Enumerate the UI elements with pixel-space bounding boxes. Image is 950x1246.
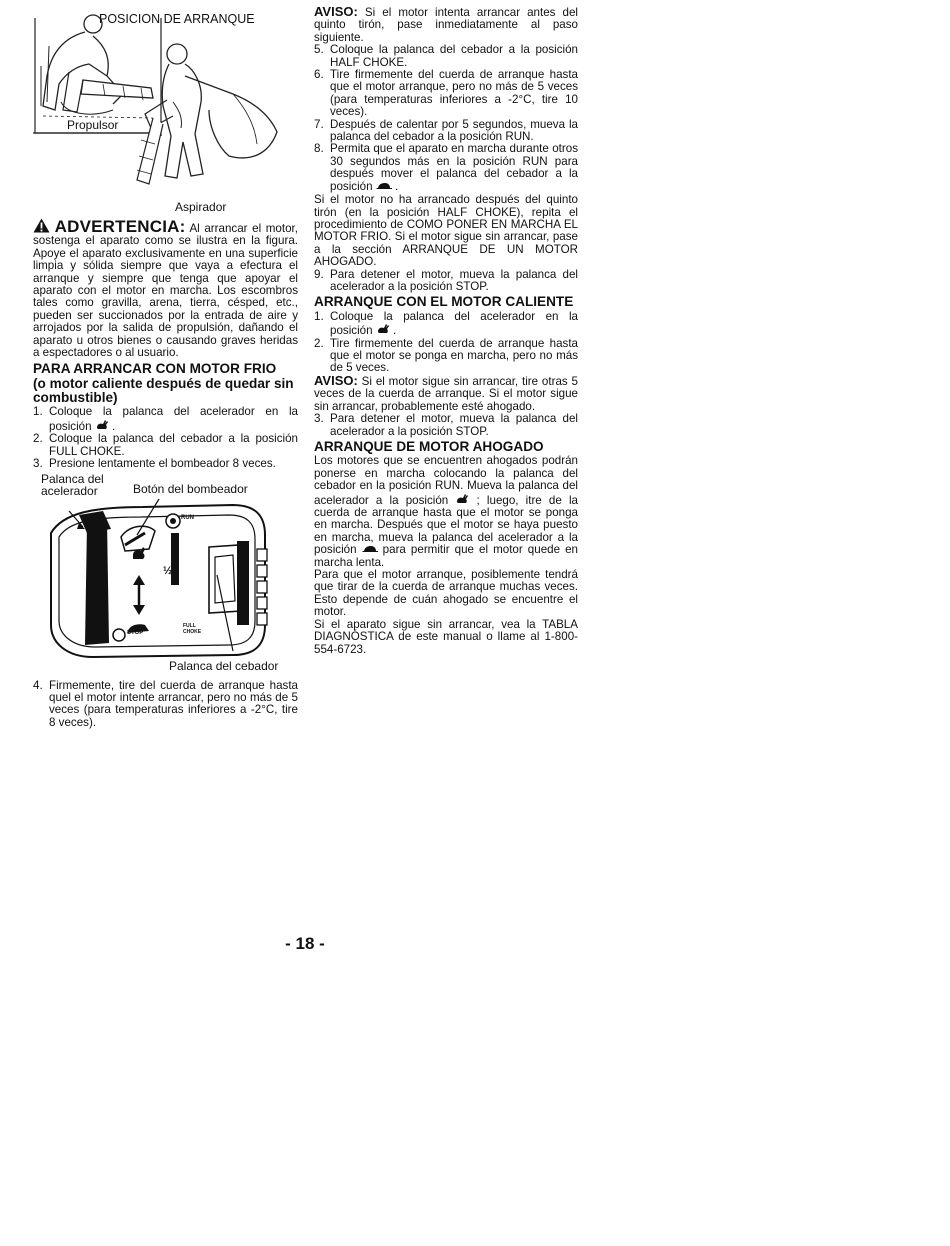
aviso-lead: AVISO: [314,4,358,19]
aviso-2-text: Si el motor sigue sin arrancar, tire otras 5 veces de la cuerda de arranque. Si el motor sigue sin arrancar, probablemente esté ahogado. [314,374,578,413]
step-text: Permita que el aparato en marcha durante otros 30 segundos más en la posición RUN para después mover el palanca del cebador a la posición [330,142,578,193]
step-number: 6. [314,68,324,82]
page-number: - 18 - [285,934,325,953]
step-suffix: . [393,324,397,338]
flooded-text-a: Los motores que se encuentren ahogados podrán ponerse en marcha colocando la palanca del cebador en la posición RUN. Mueva la palanca del acelerador a la posición [314,454,578,507]
step-text: Coloque la palanca del cebador a la posición FULL CHOKE. [49,432,298,458]
step-number: 3. [314,412,324,426]
step-number: 2. [33,432,43,446]
step-number: 3. [33,457,43,471]
aspirador-label: Aspirador [175,200,227,214]
step-text: Firmemente, tire del cuerda de arranque hasta quel el motor intente arrancar, pero no más de 5 veces (para temperaturas inferiores a -2°C, tire 8 veces). [49,678,298,729]
step-text: Coloque la palanca del acelerador en la posición [49,405,298,433]
control-panel-illustration [33,471,298,680]
control-panel-figure [33,471,298,680]
list-item [314,69,578,119]
run-label: RUN [181,514,194,521]
rabbit-fast-icon [95,419,109,431]
list-item [33,680,298,730]
list-item [314,269,578,294]
list-item [314,311,578,338]
aviso-text: Si el motor intenta arrancar antes del quinto tirón, pase inmediatamente al paso siguiente. [314,6,578,44]
turtle-slow-icon [376,182,392,191]
flooded-start-heading: ARRANQUE DE MOTOR AHOGADO [314,438,544,454]
warm-start-steps [314,311,578,375]
flooded-paragraph-3: Si el aparato sigue sin arrancar, vea la TABLA DIAGNÓSTICA de este manual o llame al 1-800-554-6723. [314,617,578,656]
step-text: Coloque la palanca del acelerador en la posición [330,309,578,338]
step-number: 8. [314,142,324,156]
flooded-paragraph-1 [314,455,578,569]
right-column [314,6,578,656]
left-column [33,6,298,729]
aviso-paragraph [314,6,578,44]
step-text: Después de calentar por 5 segundos, mueva la palanca del cebador a la posición RUN. [330,117,578,144]
step-text: Presione lentamente el bombeador 8 veces. [49,457,276,471]
warning-paragraph [33,218,298,359]
starting-position-figure [33,6,298,218]
list-item [314,413,578,438]
throttle-label-line2: acelerador [41,483,98,498]
step-text: Tire firmemente del cuerda de arranque hasta que el motor se ponga en marcha, pero no más de 5 veces. [330,336,578,375]
list-item [33,406,298,433]
full-choke-label-line2: CHOKE [183,628,202,635]
half-choke-label: ½ [163,564,173,577]
list-item [314,119,578,144]
step-text: Para detener el motor, mueva la palanca del acelerador a la posición STOP. [330,412,578,438]
rabbit-fast-icon [455,493,469,505]
cold-start-heading: PARA ARRANCAR CON MOTOR FRIO [33,361,277,377]
rabbit-fast-icon [376,323,390,335]
step-suffix: . [112,419,116,433]
warm-start-heading: ARRANQUE CON EL MOTOR CALIENTE [314,294,574,310]
throttle-label-line1: Palanca del [41,471,104,486]
flooded-text-c: para permitir que el motor quede en marcha lenta. [314,543,578,569]
stop-label: STOP [127,629,144,636]
warning-text: Al arrancar el motor, sostenga el aparato como se ilustra en la figura. Apoye el aparato exclusivamente en una superficie limpia y sólida siempre que vaya a efectura el arranque y siempre que tenga que apoyar el aparato con el motor en marcha. Los escombros tales como gravilla, arena, tierra, césped, etc., pueden ser succionados por la entrada de aire y arrojados por la salida de propulsión, dañando el aparato u otros bienes o causando graves heridas a espectadores o al usuario. [33,222,298,360]
full-choke-label-line1: FULL [183,622,196,629]
cold-start-steps [33,406,298,470]
list-item [314,143,578,193]
warning-title: ADVERTENCIA: [54,217,186,236]
step-number: 7. [314,117,324,131]
step-number: 9. [314,267,324,281]
aviso-2-paragraph [314,372,578,413]
turtle-slow-icon [362,545,378,554]
list-item [314,44,578,69]
step-9 [314,269,578,294]
cold-start-step-4 [33,680,298,730]
step-text: Para detener el motor, mueva la palanca del acelerador a la posición STOP. [330,267,578,293]
step-suffix: . [395,179,399,193]
warm-start-step-3 [314,413,578,438]
propulsor-label: Propulsor [67,118,119,132]
flooded-text-b: ; luego, itre de la cuerda de arranque hasta que el motor se ponga en marcha. Después que el motor se haya puesto en marcha, mueva la palanca del acelerador a la posición [314,493,578,557]
flooded-paragraph-2: Para que el motor arranque, posiblemente tendrá que tirar de la cuerda de arranque muchas veces. Esto depende de cuán ahogado se encuentre el motor. [314,568,578,619]
starting-position-title: POSICION DE ARRANQUE [99,12,255,26]
list-item [33,458,298,470]
step-number: 4. [33,678,43,692]
list-item [314,338,578,375]
choke-label: Palanca del cebador [169,658,279,673]
steps-5-to-8 [314,44,578,193]
step-number: 1. [314,309,324,323]
cold-start-subheading: (o motor caliente después de quedar sin combustible) [33,376,294,406]
step-number: 2. [314,336,324,350]
no-start-paragraph: Si el motor no ha arrancado después del quinto tirón (en la posición HALF CHOKE), repita el procedimiento de COMO PONER EN MARCHA EL MOTOR FRIO. Si el motor sigue sin arrancar, pase a la sección ARRANQUE DE UN MOTOR AHOGADO. [314,193,578,269]
primer-label: Botón del bombeador [133,481,248,496]
step-number: 5. [314,43,324,57]
step-text: Tire firmemente del cuerda de arranque hasta que el motor arranque, pero no más de 5 veces (para temperaturas inferiores a -2°C, tire 10 veces). [330,68,578,119]
starting-position-illustration [33,6,298,218]
step-text: Coloque la palanca del cebador a la posición HALF CHOKE. [330,43,578,69]
aviso-2-lead: AVISO: [314,372,358,388]
list-item [33,433,298,458]
warning-triangle-icon [33,218,50,233]
step-number: 1. [33,405,43,419]
